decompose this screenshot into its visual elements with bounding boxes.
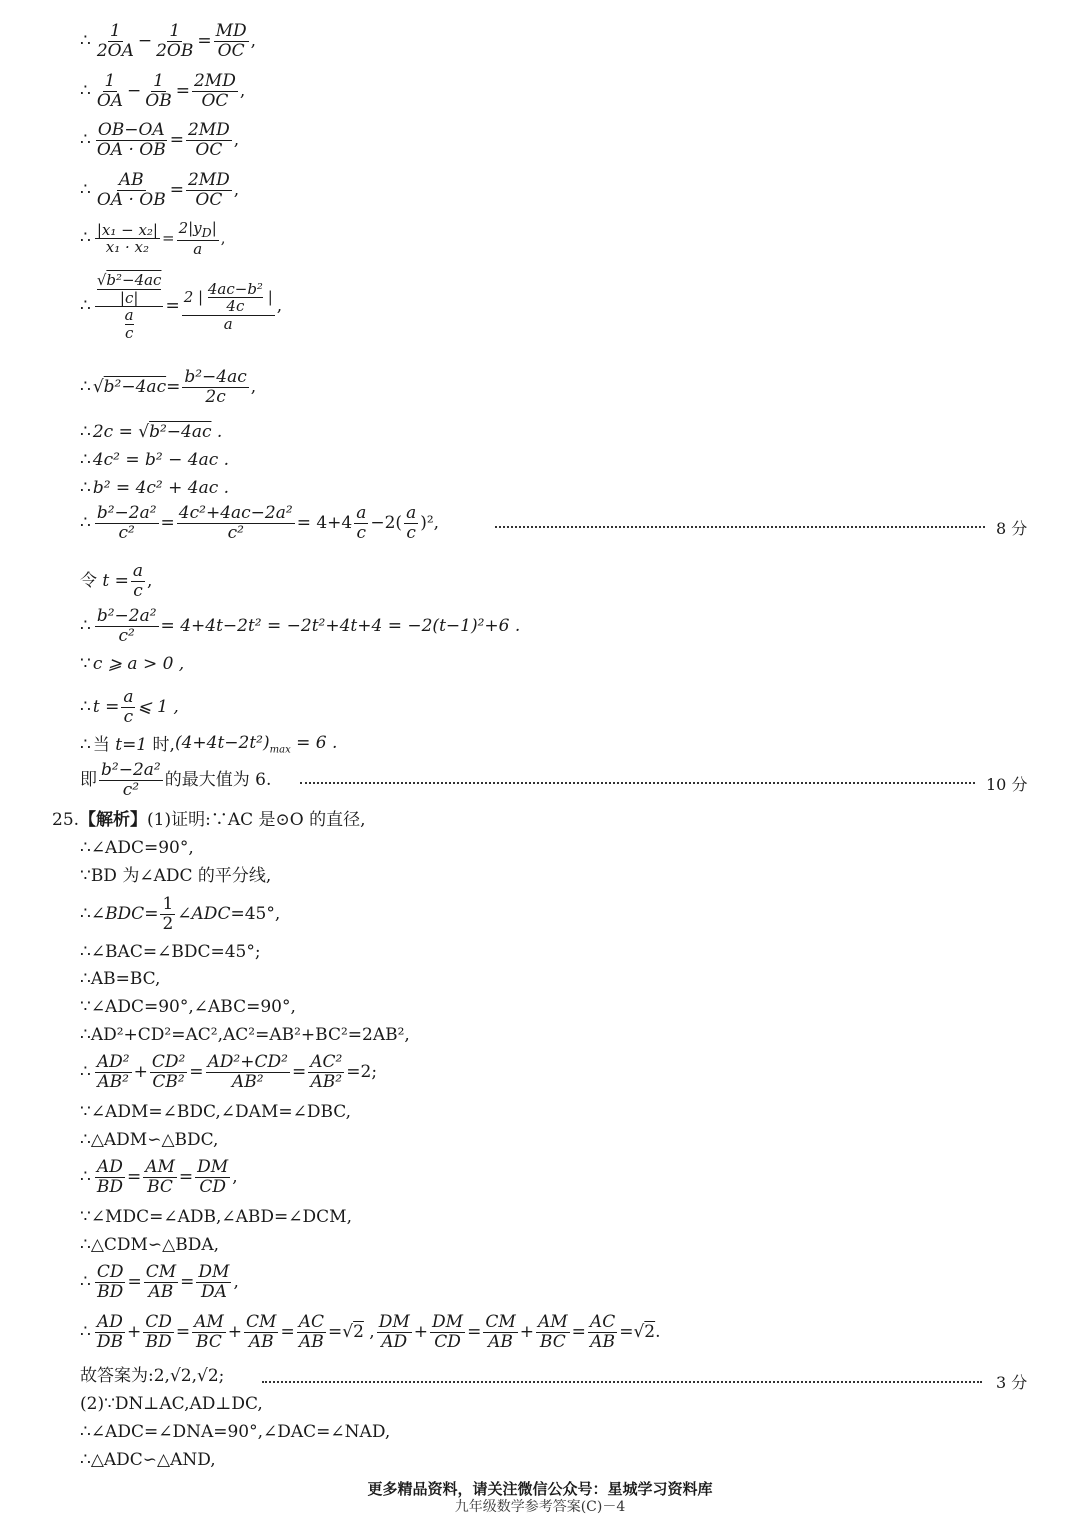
equation-line: ∴ b² = 4c² + 4ac . (80, 478, 230, 498)
dotted-leader (300, 782, 975, 784)
proof-line: (2)∵DN⊥AC,AD⊥DC, (80, 1394, 263, 1414)
equation-line: ∴ $\frac{\text{|x₁ − x₂|}}{\text{x₁ · x₂}}$ = $\frac{2|y_D|}{a}$ , (80, 219, 226, 258)
proof-line: ∴ $\frac{CD}{BD}$ = $\frac{CM}{AB}$ = $\frac{DM}{DA}$ , (80, 1262, 239, 1302)
answer-line: 故答案为:2,√2,√2; (80, 1366, 225, 1386)
equation-line: ∴ $\frac{OB-OA}{OA \cdot OB}$ = $\frac{2MD}{OC}$ , (80, 120, 240, 160)
proof-line: ∴∠BAC=∠BDC=45°; (80, 942, 261, 962)
equation-line: ∴ $\frac{\text{b²−2a²}}{\text{c²}}$ = 4+4t−2t² = −2t²+4t+4 = −2(t−1)²+6 . (80, 606, 521, 646)
dotted-leader (262, 1381, 982, 1383)
proof-line: ∴ $\frac{AD}{DB}$ + $\frac{CD}{BD}$ = $\frac{AM}{BC}$ + $\frac{CM}{AB}$ = $\frac{AC}{AB}$ =√ 2 , $\frac{DM}{AD}$ + $\frac{DM}{CD}$ = $\frac{CM}{AB}$ + $\frac{AM}{BC}$ = $\frac{AC}{AB}$ =√ 2 . (80, 1312, 661, 1352)
question-header (52, 812, 366, 829)
proof-line: ∴ $\frac{\text{AD²}}{\text{AB²}}$ + $\frac{\text{CD²}}{\text{CB²}}$ = $\frac{\text{AD²+CD²}}{\text{AB²}}$ = $\frac{\text{AC²}}{\text{AB²}}$ =2; (80, 1052, 378, 1092)
proof-line: ∴∠ADC=∠DNA=90°,∠DAC=∠NAD, (80, 1422, 391, 1442)
equation-line: ∴ 当 t=1 时, $(4+4t-2t^2)_{max} = 6$ . (80, 733, 338, 756)
equation-line: ∴ 4c² = b² − 4ac . (80, 450, 230, 470)
proof-line: ∵BD 为∠ADC 的平分线, (80, 866, 272, 886)
footer-promo-text: 更多精品资料，请关注微信公众号：星城学习资料库 (367, 1480, 713, 1498)
equation-line: 即 $\frac{\text{b²−2a²}}{\text{c²}}$ 的最大值为 6. (80, 760, 272, 800)
equation-line: ∴ $\frac{1}{OA}$ − $\frac{1}{OB}$ = $\frac{2MD}{OC}$ , (80, 71, 246, 111)
proof-line: ∵∠MDC=∠ADB,∠ABD=∠DCM, (80, 1207, 352, 1227)
proof-line: ∴∠ADC=90°, (80, 838, 194, 858)
analysis-tag: 【解析】 (79, 810, 148, 830)
dotted-leader (495, 526, 985, 528)
score-label: 8 分 (996, 519, 1028, 538)
proof-line: ∴∠BDC= $\frac{1}{2}$ ∠ADC=45°, (80, 894, 281, 934)
proof-line: ∵∠ADM=∠BDC,∠DAM=∠DBC, (80, 1102, 352, 1122)
equation-line: ∴ 2c = √b²−4ac . (80, 422, 223, 442)
page-footer: 九年级数学参考答案(C)－4 (454, 1499, 626, 1515)
equation-line: ∴ $\frac{\text{b²−2a²}}{\text{c²}}$ = $\frac{\text{4c²+4ac−2a²}}{\text{c²}}$ = 4+4 $\frac{a}{c}$ −2( $\frac{a}{c}$ )², (80, 503, 440, 543)
equation-line: ∴ √b²−4ac = $\frac{\text{b²−4ac}}{2c}$ , (80, 367, 257, 407)
equation-line: 令 t = $\frac{a}{c}$ , (80, 561, 153, 601)
proof-line: ∴AD²+CD²=AC²,AC²=AB²+BC²=2AB², (80, 1025, 410, 1045)
proof-line: ∴△ADM∽△BDC, (80, 1130, 219, 1150)
question-intro: (1)证明:∵AC 是⊙O 的直径, (147, 810, 366, 830)
score-label: 10 分 (986, 775, 1028, 794)
proof-line: ∴AB=BC, (80, 969, 161, 989)
proof-line: ∴△CDM∽△BDA, (80, 1235, 220, 1255)
equation-line: ∴ t = $\frac{a}{c}$ ⩽ 1 , (80, 687, 179, 727)
proof-line: ∴△ADC∽△AND, (80, 1450, 216, 1470)
proof-line: ∵∠ADC=90°,∠ABC=90°, (80, 997, 296, 1017)
question-number: 25. (52, 810, 80, 830)
equation-line: ∴ $\frac{1}{2OA}$ − $\frac{1}{2OB}$ = $\frac{MD}{OC}$ , (80, 21, 257, 61)
equation-line: ∴ $\frac{AB}{OA \cdot OB}$ = $\frac{2MD}{OC}$ , (80, 170, 240, 210)
equation-line: ∴ √b²−4ac |c| a c = 2 | $\frac{\text{4ac−b²}}{4c}$ | a , (80, 271, 283, 342)
score-label: 3 分 (996, 1373, 1028, 1392)
equation-line: ∵ c ⩾ a > 0 , (80, 654, 185, 674)
proof-line: ∴ $\frac{AD}{BD}$ = $\frac{AM}{BC}$ = $\frac{DM}{CD}$ , (80, 1157, 238, 1197)
